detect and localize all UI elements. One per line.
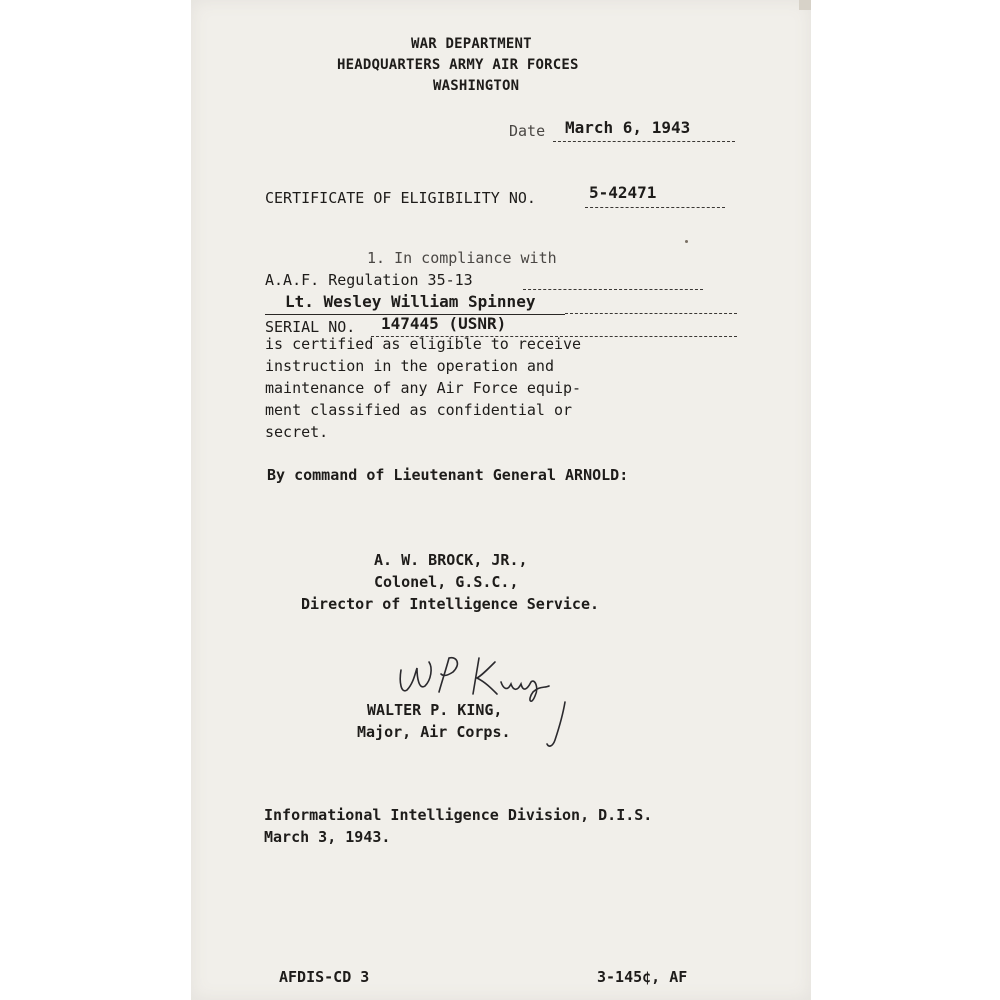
certificate-document — [191, 0, 811, 1000]
form-code: AFDIS-CD 3 — [279, 968, 370, 986]
authenticator-rank: Major, Air Corps. — [357, 723, 511, 741]
header-line-3: WASHINGTON — [433, 78, 520, 94]
certificate-underline — [585, 207, 725, 208]
serial-label: SERIAL NO. — [265, 318, 356, 336]
text-line: ment classified as confidential or — [265, 401, 573, 419]
date-value: March 6, 1943 — [565, 118, 691, 137]
text-line: is certified as eligible to receive — [265, 335, 582, 353]
text-line: maintenance of any Air Force equip- — [265, 379, 582, 397]
certificate-label: CERTIFICATE OF ELIGIBILITY NO. — [265, 189, 536, 207]
para-line-2: A.A.F. Regulation 35-13 — [265, 271, 473, 289]
reference-code: 3-145¢, AF — [597, 968, 688, 986]
authenticator-name: WALTER P. KING, — [367, 701, 503, 719]
certificate-number: 5-42471 — [589, 183, 657, 202]
serial-value: 147445 (USNR) — [381, 314, 507, 333]
header-line-2: HEADQUARTERS ARMY AIR FORCES — [337, 57, 579, 73]
date-underline — [553, 141, 735, 142]
regulation-underline — [523, 289, 703, 290]
officer-name: Lt. Wesley William Spinney — [285, 292, 536, 311]
division-date: March 3, 1943. — [264, 828, 391, 846]
command-line: By command of Lieutenant General ARNOLD: — [267, 466, 629, 484]
signatory-title: Director of Intelligence Service. — [301, 595, 600, 613]
signatory-rank: Colonel, G.S.C., — [374, 573, 519, 591]
signatory-name: A. W. BROCK, JR., — [374, 551, 528, 569]
division-name: Informational Intelligence Division, D.I.S. — [264, 806, 653, 824]
page-corner — [799, 0, 811, 10]
date-label: Date — [509, 122, 546, 140]
header-line-1: WAR DEPARTMENT — [411, 36, 532, 52]
para-line-1: 1. In compliance with — [367, 249, 557, 267]
name-underline-dashed — [565, 313, 737, 314]
paper-speck — [685, 240, 688, 243]
text-line: secret. — [265, 423, 329, 441]
text-line: instruction in the operation and — [265, 357, 554, 375]
